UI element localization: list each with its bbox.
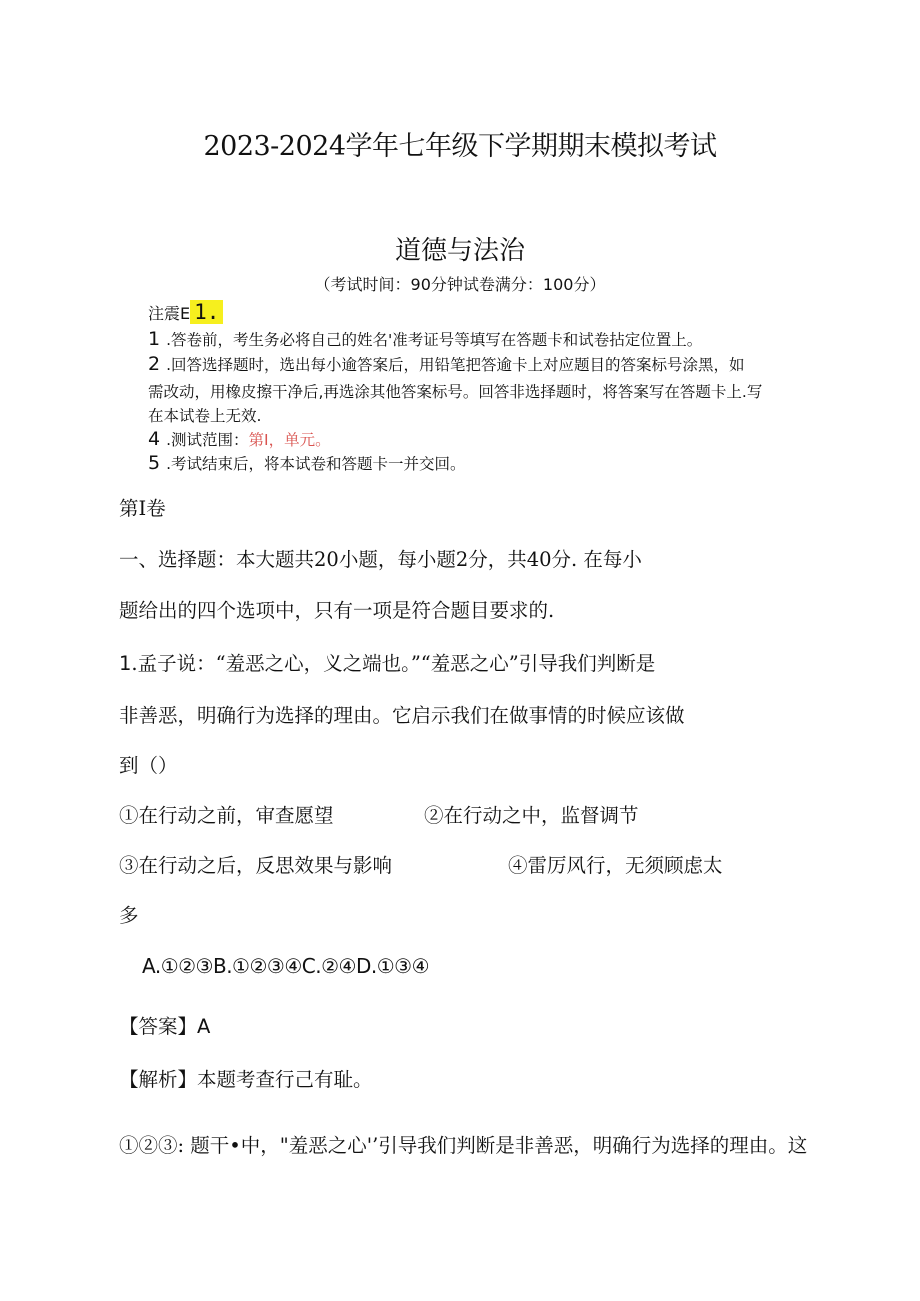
notice-item-number: 1	[148, 328, 161, 350]
answer-label: 【答案】	[119, 1015, 198, 1038]
section-instructions-line-1: 一、选择题：本大题共20小题，每小题2分，共40分. 在每小	[119, 548, 642, 571]
exam-title: 2023-2024学年七年级下学期期末模拟考试	[203, 131, 717, 162]
question-number: 1	[119, 652, 132, 675]
notice-item-1	[148, 328, 702, 350]
highlighted-number: 1.	[190, 300, 223, 324]
notice-item-2-line-3: 在本试卷上无效.	[148, 407, 262, 425]
statement-4-continued: 多	[119, 904, 139, 927]
section-instructions-line-2: 题给出的四个选项中，只有一项是符合题目要求的.	[119, 599, 555, 622]
test-range: 第I，单元。	[248, 431, 331, 449]
notice-item-number: 2	[148, 353, 161, 375]
notice-item-2-line-2: 需改动，用橡皮擦干净后,再选涂其他答案标号。回答非选择题时，将答案写在答题卡上.写	[148, 383, 763, 401]
answer-line	[119, 1011, 210, 1039]
notice-item-number: 4	[148, 428, 161, 450]
answer-value: A	[197, 1015, 211, 1038]
exam-meta: （考试时间：90分钟试卷满分：100分）	[314, 275, 606, 294]
question-1-stem-line-3: 到（）	[119, 754, 178, 777]
notice-item-number: 5	[148, 452, 161, 474]
statement-2: ②在行动之中，监督调节	[424, 804, 639, 827]
question-stem: .孟子说：“羞恶之心，义之端也。”“羞恶之心”引导我们判断是	[131, 652, 656, 675]
question-1-stem-line-2: 非善恶，明确行为选择的理由。它启示我们在做事情的时候应该做	[119, 704, 685, 727]
notice-item-4	[148, 428, 331, 450]
notice-item-2	[148, 353, 745, 375]
analysis-label: 【解析】	[119, 1068, 198, 1091]
notice-item-text: .答卷前，考生务必将自己的姓名'准考证号等填写在答题卡和试卷拈定位置上。	[166, 331, 703, 349]
statement-3: ③在行动之后，反思效果与影响	[119, 854, 393, 877]
volume-heading: 第I卷	[119, 497, 166, 520]
notice-item-text: .测试范围：	[166, 431, 249, 449]
analysis-line	[119, 1064, 373, 1092]
statement-4: ④雷厉风行，无须顾虑太	[508, 854, 723, 877]
answer-choices: A.①②③B.①②③④C.②④D.①③④	[142, 954, 430, 978]
notice-item-text: .回答选择题时，选出每小逾答案后，用铅笔把答逾卡上对应题目的答案标号涂黑，如	[166, 356, 745, 374]
notice-item-5	[148, 452, 466, 474]
subject-title: 道德与法治	[394, 236, 525, 266]
notice-heading	[148, 300, 223, 324]
statement-1: ①在行动之前，审查愿望	[119, 804, 334, 827]
notice-item-text: .考试结束后，将本试卷和答题卡一并交回。	[166, 455, 466, 473]
question-1-stem-line-1	[119, 648, 655, 676]
analysis-text: 本题考查行己有耻。	[197, 1068, 373, 1091]
analysis-continued: ①②③: 题干•中，"羞恶之心'’引导我们判断是非善恶，明确行为选择的理由。这	[119, 1134, 808, 1157]
notice-heading-text: 注震E	[148, 304, 191, 323]
